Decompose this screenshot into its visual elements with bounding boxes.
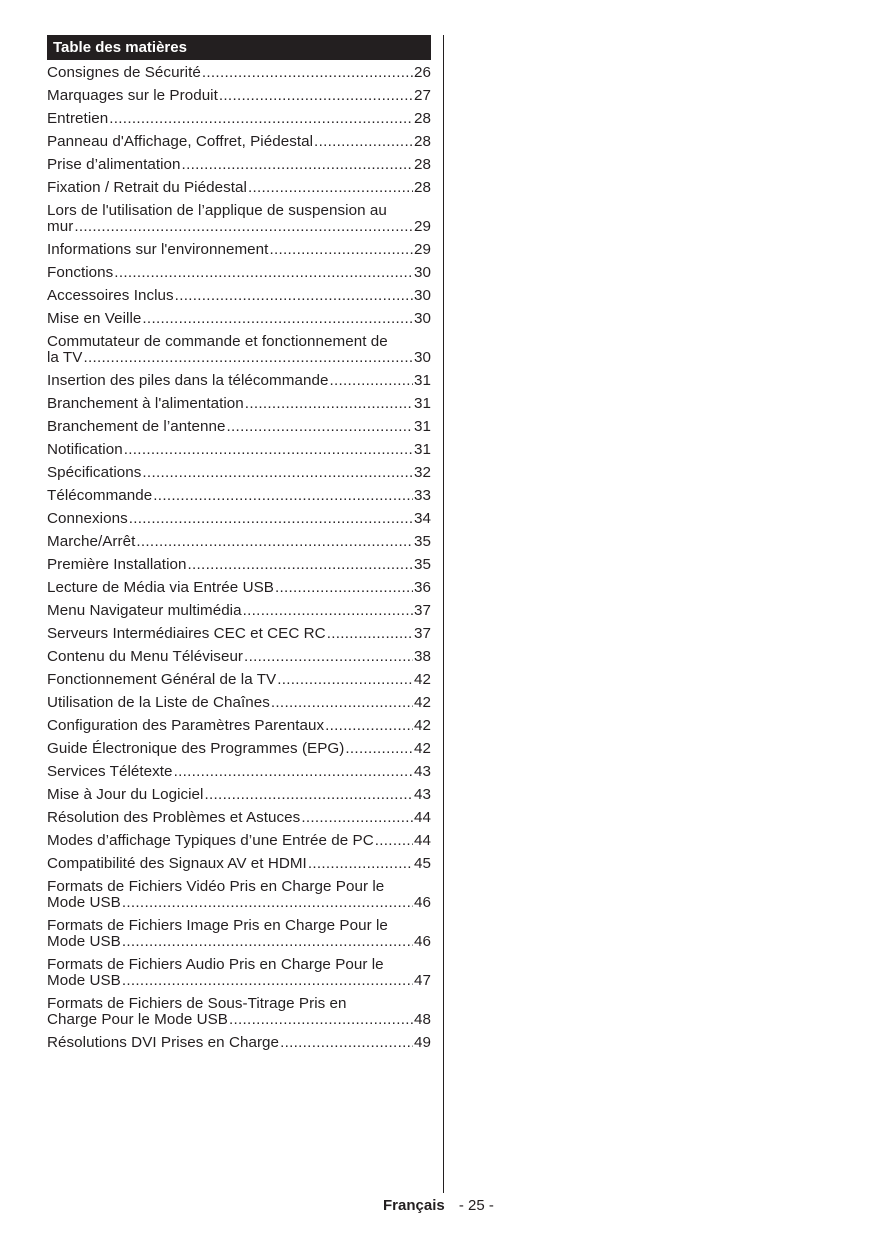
toc-entry-line [47,973,431,989]
dot-leader [182,157,413,173]
dot-leader [114,265,413,281]
toc-entry[interactable] [47,953,431,992]
toc-entry-page: 43 [414,785,431,803]
column-divider [443,35,444,1193]
toc-entry-title: Prise d’alimentation [47,155,181,173]
toc-entry-line [47,134,431,150]
toc-entry-title: mur [47,217,74,235]
toc-entry-line [47,603,431,619]
toc-entry-title: Mise en Veille [47,309,142,327]
toc-entry[interactable] [47,553,431,576]
dot-leader [142,311,413,327]
toc-entry-line [47,488,431,504]
toc-entry-line [47,373,431,389]
dot-leader [122,895,413,911]
toc-entry[interactable] [47,307,431,330]
toc-entry-line [47,934,431,950]
toc-entry-page: 31 [414,371,431,389]
toc-entry-line [47,465,431,481]
toc-entry-title: Résolution des Problèmes et Astuces [47,808,301,826]
toc-entry-title: la TV [47,348,83,366]
toc-entry-title: Charge Pour le Mode USB [47,1010,228,1028]
toc-entry-page: 44 [414,831,431,849]
toc-entry-page: 49 [414,1033,431,1051]
toc-entry-line [47,288,431,304]
toc-entry-page: 42 [414,739,431,757]
footer-page-number: - 25 - [458,1197,494,1214]
footer-language: Français [383,1197,445,1214]
toc-entry-line [47,442,431,458]
toc-entry-line [47,265,431,281]
toc-entry-title-line: Commutateur de commande et fonctionnement de [47,332,388,350]
toc-entry-page: 29 [414,240,431,258]
toc-entry-title-line: Formats de Fichiers de Sous-Titrage Pris en [47,994,347,1012]
toc-entry-title: Branchement de l’antenne [47,417,226,435]
toc-entry-page: 30 [414,309,431,327]
toc-title: Table des matières [47,35,431,60]
toc-entry-line [47,1035,431,1051]
toc-entry-page: 26 [414,63,431,81]
toc-entry-page: 46 [414,932,431,950]
toc-entry[interactable] [47,691,431,714]
dot-leader [345,741,413,757]
toc-entry-title: Première Installation [47,555,187,573]
toc-entry[interactable] [47,415,431,438]
toc-entry-page: 31 [414,417,431,435]
toc-entry-page: 48 [414,1010,431,1028]
toc-entry[interactable] [47,484,431,507]
table-of-contents [47,35,431,1054]
toc-entry[interactable] [47,806,431,829]
toc-entry-line [47,219,431,235]
toc-entry[interactable] [47,284,431,307]
toc-entry-title: Télécommande [47,486,153,504]
dot-leader [277,672,413,688]
dot-leader [244,649,413,665]
toc-entry-line [47,856,431,872]
toc-entry[interactable] [47,438,431,461]
toc-entry-line [47,672,431,688]
toc-entry-line [47,810,431,826]
toc-entry-title: Consignes de Sécurité [47,63,201,81]
toc-entry-line [47,764,431,780]
toc-entry-line [47,534,431,550]
toc-entry[interactable] [47,461,431,484]
toc-entry-line [47,180,431,196]
toc-entry-line [47,580,431,596]
dot-leader [122,934,413,950]
dot-leader [153,488,413,504]
toc-entry-title: Marche/Arrêt [47,532,136,550]
toc-entry-line [47,65,431,81]
toc-entry-page: 44 [414,808,431,826]
toc-entry[interactable] [47,176,431,199]
toc-entry[interactable] [47,392,431,415]
toc-entry-line [47,718,431,734]
toc-entry-page: 36 [414,578,431,596]
toc-entry-page: 30 [414,263,431,281]
dot-leader [136,534,413,550]
toc-entry-title-line: Formats de Fichiers Vidéo Pris en Charge Pour le [47,877,385,895]
toc-entry-page: 29 [414,217,431,235]
toc-entry-title: Modes d’affichage Typiques d’une Entrée de PC [47,831,374,849]
toc-entry-title: Branchement à l'alimentation [47,394,244,412]
dot-leader [308,856,413,872]
toc-entry[interactable] [47,668,431,691]
dot-leader [375,833,413,849]
toc-entry-title: Mise à Jour du Logiciel [47,785,204,803]
page-footer [383,1197,494,1214]
dot-leader [204,787,413,803]
dot-leader [142,465,413,481]
toc-entry-line [47,695,431,711]
toc-entry[interactable] [47,622,431,645]
toc-entry-title: Serveurs Intermédiaires CEC et CEC RC [47,624,326,642]
dot-leader [74,219,413,235]
toc-entry-page: 35 [414,532,431,550]
dot-leader [329,373,413,389]
toc-entry-title: Mode USB [47,971,121,989]
toc-entry[interactable] [47,153,431,176]
toc-entry-page: 31 [414,440,431,458]
toc-entry-page: 28 [414,132,431,150]
toc-entry-title: Fonctionnement Général de la TV [47,670,277,688]
toc-entry-line [47,396,431,412]
toc-entry-page: 42 [414,670,431,688]
toc-entry[interactable] [47,737,431,760]
toc-entry-page: 30 [414,286,431,304]
dot-leader [219,88,413,104]
toc-entry-line [47,557,431,573]
toc-entry-line [47,88,431,104]
toc-entry[interactable] [47,369,431,392]
toc-entry-title: Contenu du Menu Téléviseur [47,647,244,665]
toc-entry-title: Insertion des piles dans la télécommande [47,371,329,389]
toc-entry-line [47,157,431,173]
toc-entry[interactable] [47,783,431,806]
toc-entry[interactable] [47,261,431,284]
toc-entry-title: Menu Navigateur multimédia [47,601,242,619]
dot-leader [243,603,413,619]
dot-leader [271,695,413,711]
toc-entry[interactable] [47,238,431,261]
toc-entry[interactable] [47,507,431,530]
toc-entry-title: Résolutions DVI Prises en Charge [47,1033,280,1051]
toc-entry-line [47,419,431,435]
toc-entry-line [47,741,431,757]
toc-entry-title: Compatibilité des Signaux AV et HDMI [47,854,307,872]
toc-entry-line [47,1012,431,1028]
toc-entry-title-line: Formats de Fichiers Image Pris en Charge Pour le [47,916,388,934]
toc-entry-line [47,242,431,258]
toc-entry[interactable] [47,530,431,553]
dot-leader [229,1012,413,1028]
toc-entry[interactable] [47,330,431,369]
toc-entry[interactable] [47,852,431,875]
dot-leader [280,1035,413,1051]
toc-entry[interactable] [47,107,431,130]
toc-entry-page: 28 [414,109,431,127]
toc-entry-line [47,511,431,527]
toc-entry-line [47,833,431,849]
toc-entry-title: Configuration des Paramètres Parentaux [47,716,325,734]
toc-entry[interactable] [47,992,431,1031]
toc-entry-title: Mode USB [47,893,121,911]
dot-leader [174,764,413,780]
toc-entry-title: Services Télétexte [47,762,173,780]
toc-entry-title-line: Lors de l'utilisation de l’applique de suspension au [47,201,387,219]
toc-entry[interactable] [47,61,431,84]
dot-leader [314,134,413,150]
toc-entry-line [47,649,431,665]
toc-entry[interactable] [47,599,431,622]
toc-entry-line [47,111,431,127]
dot-leader [175,288,413,304]
toc-entry-title: Notification [47,440,123,458]
toc-entry[interactable] [47,829,431,852]
toc-entry-line [47,350,431,366]
toc-entry[interactable] [47,199,431,238]
toc-entry-title: Mode USB [47,932,121,950]
toc-entry-page: 43 [414,762,431,780]
dot-leader [83,350,413,366]
dot-leader [301,810,413,826]
dot-leader [202,65,413,81]
toc-entry[interactable] [47,760,431,783]
toc-entry-page: 38 [414,647,431,665]
toc-entry-page: 37 [414,601,431,619]
toc-entry-page: 30 [414,348,431,366]
toc-entry-title-line: Formats de Fichiers Audio Pris en Charge Pour le [47,955,384,973]
toc-entry-page: 45 [414,854,431,872]
toc-entry-title: Informations sur l'environnement [47,240,269,258]
toc-entry-page: 27 [414,86,431,104]
dot-leader [188,557,414,573]
dot-leader [327,626,413,642]
toc-entry-title: Guide Électronique des Programmes (EPG) [47,739,345,757]
toc-entry-title: Fixation / Retrait du Piédestal [47,178,247,196]
toc-entry[interactable] [47,84,431,107]
toc-entry-page: 32 [414,463,431,481]
toc-entry[interactable] [47,130,431,153]
toc-entry-title: Panneau d'Affichage, Coffret, Piédestal [47,132,314,150]
toc-entry[interactable] [47,645,431,668]
dot-leader [275,580,413,596]
dot-leader [325,718,413,734]
toc-entry-title: Accessoires Inclus [47,286,174,304]
dot-leader [129,511,413,527]
toc-entry-title: Marquages sur le Produit [47,86,218,104]
toc-entry-page: 46 [414,893,431,911]
toc-entry-line [47,626,431,642]
dot-leader [122,973,413,989]
dot-leader [269,242,413,258]
dot-leader [245,396,413,412]
dot-leader [109,111,413,127]
toc-entry-title: Spécifications [47,463,142,481]
toc-entry-line [47,787,431,803]
toc-entry-page: 28 [414,155,431,173]
toc-entry-title: Connexions [47,509,128,527]
toc-entry-page: 47 [414,971,431,989]
toc-entry-page: 28 [414,178,431,196]
toc-entry-page: 34 [414,509,431,527]
toc-entry[interactable] [47,875,431,914]
toc-entry-title: Utilisation de la Liste de Chaînes [47,693,270,711]
toc-entry-page: 35 [414,555,431,573]
toc-entry-line [47,311,431,327]
toc-entry[interactable] [47,1031,431,1054]
toc-entry-page: 33 [414,486,431,504]
toc-entry[interactable] [47,714,431,737]
toc-list [47,61,431,1054]
toc-entry-title: Entretien [47,109,109,127]
toc-entry[interactable] [47,914,431,953]
dot-leader [248,180,413,196]
dot-leader [227,419,413,435]
toc-entry-page: 42 [414,693,431,711]
dot-leader [124,442,413,458]
toc-entry-line [47,895,431,911]
toc-entry-title: Fonctions [47,263,114,281]
toc-entry-page: 31 [414,394,431,412]
toc-entry[interactable] [47,576,431,599]
toc-entry-page: 42 [414,716,431,734]
toc-entry-title: Lecture de Média via Entrée USB [47,578,274,596]
toc-entry-page: 37 [414,624,431,642]
